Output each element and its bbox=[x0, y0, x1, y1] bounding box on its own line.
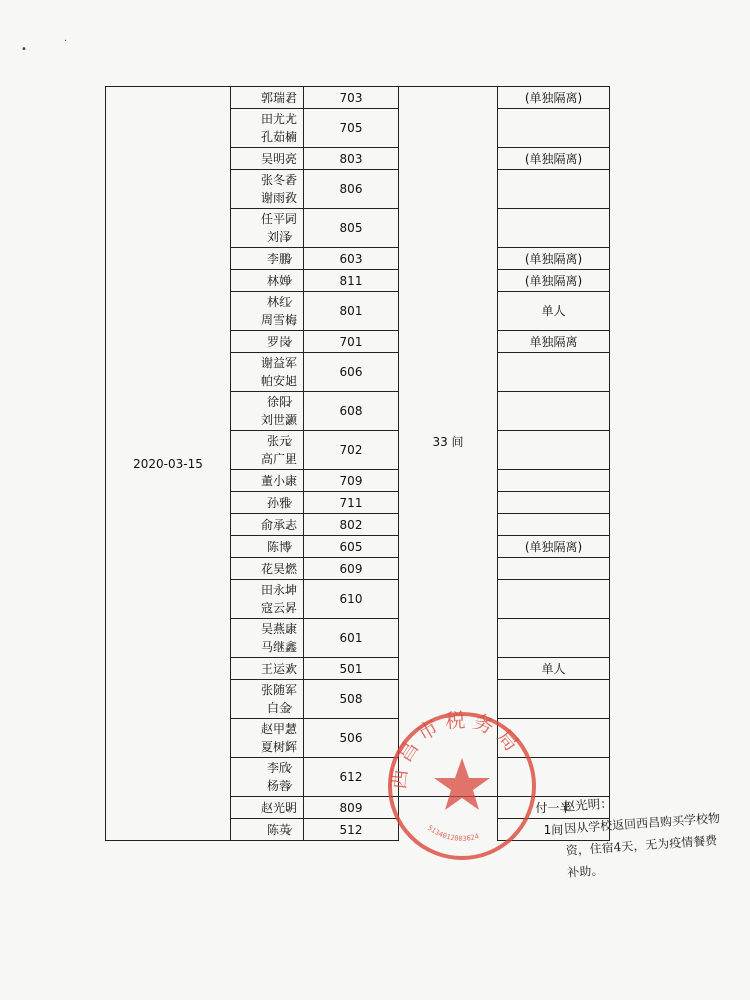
guest-names-cell bbox=[231, 248, 304, 270]
seal-text: 西昌市税务局 bbox=[386, 707, 528, 791]
remark-cell: 1间 bbox=[498, 819, 610, 841]
remark-cell bbox=[498, 558, 610, 580]
guest-name: 赵甲慧 ✓ bbox=[231, 720, 303, 738]
seal-number: 5134012003624 bbox=[426, 823, 480, 843]
handwritten-note-name: 赵光明： bbox=[562, 795, 614, 814]
guest-name: 张随军 ✓ bbox=[231, 681, 303, 699]
room-number-cell: 609 bbox=[304, 558, 399, 580]
table-row bbox=[106, 87, 610, 109]
guest-name: 吴燕康 ✓ bbox=[231, 620, 303, 638]
guest-name: 林婵 ✓ bbox=[231, 272, 303, 290]
room-number-cell: 806 bbox=[304, 170, 399, 209]
guest-names-cell bbox=[231, 797, 304, 819]
remark-cell: (单独隔离) bbox=[498, 248, 610, 270]
guest-name: 孔茹楠 ✓ bbox=[231, 128, 303, 146]
remark-cell bbox=[498, 170, 610, 209]
guest-name: 张冬香 ✓ bbox=[231, 171, 303, 189]
guest-names-cell bbox=[231, 536, 304, 558]
guest-names-cell bbox=[231, 658, 304, 680]
remark-cell bbox=[498, 580, 610, 619]
handwritten-note-line: 资，住宿4天，无为疫情餐费 bbox=[565, 833, 718, 858]
handwritten-note bbox=[562, 783, 750, 884]
room-number-cell: 610 bbox=[304, 580, 399, 619]
guest-names-cell bbox=[231, 292, 304, 331]
remark-cell bbox=[498, 431, 610, 470]
guest-name: 郭瑞君 ✓ bbox=[231, 89, 303, 107]
room-number-cell: 501 bbox=[304, 658, 399, 680]
guest-name: 帕安旭 ✓ bbox=[231, 372, 303, 390]
room-number-cell: 702 bbox=[304, 431, 399, 470]
remark-cell bbox=[498, 514, 610, 536]
room-number-cell: 612 bbox=[304, 758, 399, 797]
guest-name: 刘世灏 ✓ bbox=[231, 411, 303, 429]
room-number-cell: 703 bbox=[304, 87, 399, 109]
room-number-cell: 811 bbox=[304, 270, 399, 292]
room-number-cell: 709 bbox=[304, 470, 399, 492]
remark-cell bbox=[498, 353, 610, 392]
room-number-cell: 711 bbox=[304, 492, 399, 514]
room-number-cell: 512 bbox=[304, 819, 399, 841]
guest-name: 高广里 ✓ bbox=[231, 450, 303, 468]
guest-names-cell bbox=[231, 331, 304, 353]
remark-cell bbox=[498, 619, 610, 658]
guest-name: 花昊燃 ✓ bbox=[231, 560, 303, 578]
room-number-cell: 506 bbox=[304, 719, 399, 758]
guest-names-cell bbox=[231, 353, 304, 392]
room-number-cell: 805 bbox=[304, 209, 399, 248]
guest-names-cell bbox=[231, 270, 304, 292]
room-number-cell: 603 bbox=[304, 248, 399, 270]
guest-names-cell bbox=[231, 109, 304, 148]
guest-name: 徐阳 ✓ bbox=[231, 393, 303, 411]
guest-name: 刘泽 ✓ bbox=[231, 228, 303, 246]
guest-name: 寇云昇 ✓ bbox=[231, 599, 303, 617]
remark-cell: (单独隔离) bbox=[498, 87, 610, 109]
guest-name: 周雪梅 ✓ bbox=[231, 311, 303, 329]
guest-name: 李欣 ✓ bbox=[231, 759, 303, 777]
room-number-cell: 801 bbox=[304, 292, 399, 331]
remark-cell: 单独隔离 bbox=[498, 331, 610, 353]
remark-cell: 付一半 bbox=[498, 797, 610, 819]
scan-speck: • bbox=[21, 44, 27, 55]
guest-name: 任平同 ✓ bbox=[231, 210, 303, 228]
guest-name: 杨蓉 ✓ bbox=[231, 777, 303, 795]
remark-cell: 单人 bbox=[498, 658, 610, 680]
guest-names-cell bbox=[231, 819, 304, 841]
guest-name: 陈英 ✓ bbox=[231, 821, 303, 839]
guest-name: 俞承志 ✓ bbox=[231, 516, 303, 534]
remark-cell bbox=[498, 719, 610, 758]
blank-cell bbox=[399, 819, 498, 841]
remark-cell: (单独隔离) bbox=[498, 536, 610, 558]
remark-cell bbox=[498, 470, 610, 492]
guest-name: 孙雅 ✓ bbox=[231, 494, 303, 512]
guest-name: 田永坤 ✓ bbox=[231, 581, 303, 599]
room-number-cell: 606 bbox=[304, 353, 399, 392]
remark-cell: (单独隔离) bbox=[498, 270, 610, 292]
guest-name: 田尤尤 ✓ bbox=[231, 110, 303, 128]
room-number-cell: 809 bbox=[304, 797, 399, 819]
total-rooms-cell: 33 间 bbox=[399, 87, 498, 797]
guest-name: 罗岗 ✓ bbox=[231, 333, 303, 351]
room-number-cell: 601 bbox=[304, 619, 399, 658]
guest-names-cell bbox=[231, 680, 304, 719]
remark-cell: (单独隔离) bbox=[498, 148, 610, 170]
guest-names-cell bbox=[231, 758, 304, 797]
guest-names-cell bbox=[231, 580, 304, 619]
guest-name: 夏树辉 ✓ bbox=[231, 738, 303, 756]
guest-name: 林红 ✓ bbox=[231, 293, 303, 311]
guest-names-cell bbox=[231, 148, 304, 170]
guest-names-cell bbox=[231, 470, 304, 492]
guest-names-cell bbox=[231, 431, 304, 470]
room-number-cell: 608 bbox=[304, 392, 399, 431]
guest-names-cell bbox=[231, 392, 304, 431]
guest-names-cell bbox=[231, 209, 304, 248]
guest-name: 李鹏 ✓ bbox=[231, 250, 303, 268]
date-cell: 2020-03-15 bbox=[106, 87, 231, 841]
room-number-cell: 705 bbox=[304, 109, 399, 148]
room-number-cell: 701 bbox=[304, 331, 399, 353]
accommodation-table bbox=[105, 86, 610, 841]
guest-name: 马继鑫 ✓ bbox=[231, 638, 303, 656]
remark-cell bbox=[498, 209, 610, 248]
room-number-cell: 508 bbox=[304, 680, 399, 719]
guest-name: 吴明亮 ✓ bbox=[231, 150, 303, 168]
guest-names-cell bbox=[231, 492, 304, 514]
guest-names-cell bbox=[231, 87, 304, 109]
guest-name: 王运欢 ✓ bbox=[231, 660, 303, 678]
guest-name: 赵光明 ✓ bbox=[231, 799, 303, 817]
guest-name: 董小康 ✓ bbox=[231, 472, 303, 490]
guest-names-cell bbox=[231, 514, 304, 536]
scan-speck: · bbox=[64, 36, 68, 47]
guest-names-cell bbox=[231, 170, 304, 209]
guest-name: 张元 ✓ bbox=[231, 432, 303, 450]
room-number-cell: 605 bbox=[304, 536, 399, 558]
handwritten-note-line: 补助。 bbox=[566, 863, 604, 880]
remark-cell bbox=[498, 680, 610, 719]
remark-cell bbox=[498, 758, 610, 797]
handwritten-note-line: 因从学校返回西昌购买学校物 bbox=[563, 811, 721, 836]
guest-name: 陈博 ✓ bbox=[231, 538, 303, 556]
room-number-cell: 802 bbox=[304, 514, 399, 536]
guest-names-cell bbox=[231, 619, 304, 658]
room-number-cell: 803 bbox=[304, 148, 399, 170]
remark-cell bbox=[498, 392, 610, 431]
remark-cell: 单人 bbox=[498, 292, 610, 331]
remark-cell bbox=[498, 109, 610, 148]
guest-names-cell bbox=[231, 558, 304, 580]
blank-cell bbox=[399, 797, 498, 819]
guest-names-cell bbox=[231, 719, 304, 758]
remark-cell bbox=[498, 492, 610, 514]
guest-name: 谢益军 ✓ bbox=[231, 354, 303, 372]
guest-name: 白金 ✓ bbox=[231, 699, 303, 717]
guest-name: 谢雨孜 ✓ bbox=[231, 189, 303, 207]
